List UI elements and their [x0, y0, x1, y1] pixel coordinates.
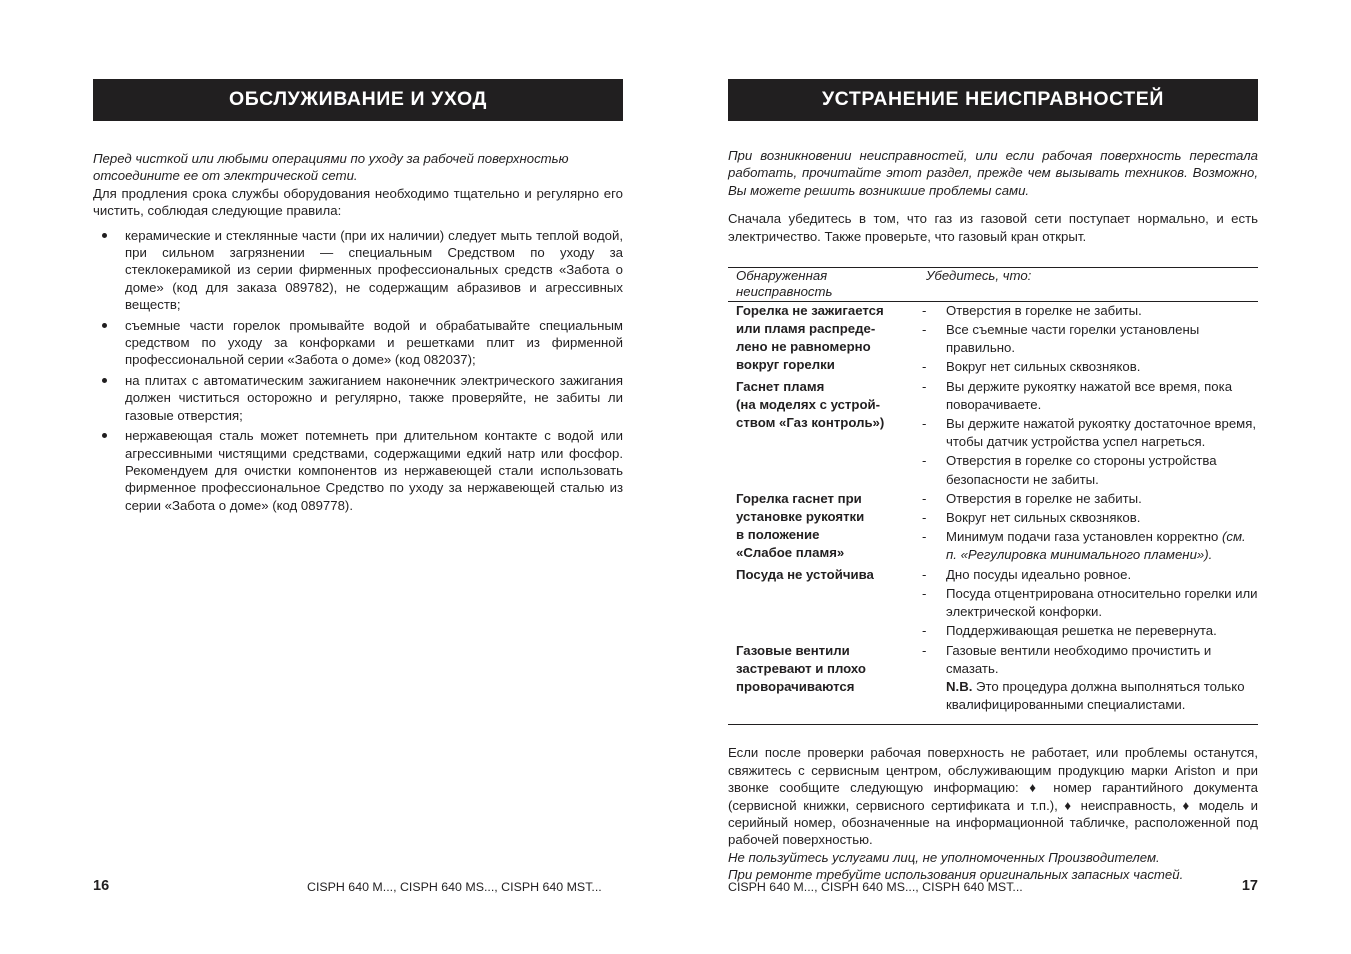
table-header-check-label: Убедитесь, что:	[926, 268, 1032, 284]
list-item	[93, 317, 623, 369]
page-number-left: 16	[93, 878, 110, 894]
problem-line: Горелка не зажигается	[736, 302, 884, 318]
check-item	[920, 528, 1258, 564]
table-cell-checks	[920, 378, 1258, 490]
maintenance-intro-block	[93, 150, 623, 220]
dash-marker: -	[922, 378, 927, 394]
table-cell-problem	[728, 642, 920, 725]
dash-marker: -	[922, 642, 927, 658]
closing-paragraph: Если после проверки рабочая поверхность не работает, или проблемы останутся, свяжитесь с сервисным центром, обслуживающим продукцию марки Ariston и при звонке сообщите следующую информацию: ♦ номер гарантийного документа (сервисной книжки, сервисного сертификата и т.п.), ♦ неисправность, ♦ модель и серийный номер, обозначенные на информационной табличке, расположенной под рабочей поверхностью.	[728, 745, 1258, 848]
nb-text: Это процедура должна выполняться только квалифицированными специалистами.	[946, 678, 1245, 713]
table-row	[728, 378, 1258, 490]
check-item	[920, 642, 1258, 715]
list-item	[93, 372, 623, 424]
dash-marker: -	[922, 453, 927, 469]
maintenance-bullet-list	[93, 227, 623, 515]
table-cell-problem	[728, 378, 920, 490]
check-item	[920, 452, 1258, 488]
problem-line: ством «Газ контроль»)	[736, 415, 885, 431]
dash-marker: -	[922, 416, 927, 432]
maintenance-section-title: ОБСЛУЖИВАНИЕ И УХОД	[229, 88, 487, 110]
troubleshooting-section-banner	[728, 79, 1258, 121]
nb-label: N.B.	[946, 678, 973, 694]
check-item	[920, 490, 1258, 508]
closing-italic-line2: При ремонте требуйте использования оригинальных запасных частей.	[728, 867, 1184, 883]
check-text	[946, 642, 1258, 715]
left-page	[93, 0, 623, 954]
check-text: Посуда отцентрирована относительно горелки или электрической конфорки.	[946, 585, 1258, 620]
table-row	[728, 490, 1258, 566]
check-text-reference: (см. п. «Регулировка минимального пламени»).	[946, 529, 1246, 563]
check-item	[920, 415, 1258, 451]
bullet-dot-icon	[102, 378, 107, 383]
problem-line: Горелка гаснет при	[736, 490, 862, 506]
problem-line: «Слабое пламя»	[736, 545, 845, 561]
check-text: Дно посуды идеально ровное.	[946, 566, 1132, 582]
table-header-problem-line1: Обнаруженная	[736, 268, 828, 284]
troubleshooting-intro-block	[728, 147, 1258, 245]
check-text	[946, 528, 1258, 564]
dash-marker: -	[922, 322, 927, 338]
dash-marker: -	[922, 490, 927, 506]
list-item-text: съемные части горелок промывайте водой и обрабатывайте специальным средством по уходу за конфорками и решетками плит из фирменной профессиональной серии «Забота о доме» (код 082037);	[125, 317, 623, 368]
check-text: Вокруг нет сильных сквозняков.	[946, 510, 1141, 526]
check-text: Вокруг нет сильных сквозняков.	[946, 359, 1141, 375]
problem-line: проворачиваются	[736, 678, 855, 694]
table-cell-problem	[728, 301, 920, 377]
table-row	[728, 301, 1258, 377]
list-item-text: нержавеющая сталь может потемнеть при длительном контакте с водой или агрессивными чистящими средствами, содержащими едкий натр или фосфор. Рекомендуем для очистки компонентов из нержавеющей стали использовать фирменное профессиональное Средство по уходу за нержавеющей сталью из серии «Забота о доме» (код 089778).	[125, 428, 623, 513]
troubleshooting-section-title: УСТРАНЕНИЕ НЕИСПРАВНОСТЕЙ	[821, 88, 1165, 110]
troubleshooting-intro-plain: Сначала убедитесь в том, что газ из газовой сети поступает нормально, и есть электричество. Также проверьте, что газовый кран открыт.	[728, 211, 1258, 244]
table-cell-problem	[728, 566, 920, 642]
check-text: Вы держите нажатой рукоятку достаточное время, чтобы датчик устройства успел нагреться.	[946, 416, 1257, 450]
right-page	[728, 0, 1258, 954]
check-text: Все съемные части горелки установлены правильно.	[946, 322, 1200, 356]
table-cell-checks	[920, 642, 1258, 725]
problem-line: в положение	[736, 527, 820, 543]
check-item	[920, 509, 1258, 527]
table-cell-checks	[920, 566, 1258, 642]
check-text: Отверстия в горелке со стороны устройства безопасности не забиты.	[946, 453, 1217, 487]
problem-line: вокруг горелки	[736, 357, 835, 373]
maintenance-section-banner	[93, 79, 623, 121]
list-item-text: на плитах с автоматическим зажиганием наконечник электрического зажигания должен чиститься осторожно и регулярно, также проверяйте, не забиты ли газовые отверстия;	[125, 372, 623, 423]
troubleshooting-table	[728, 267, 1258, 725]
bullet-dot-icon	[102, 433, 107, 438]
right-page-footer	[728, 879, 1258, 897]
list-item	[93, 227, 623, 314]
table-header-problem-line2: неисправность	[736, 284, 833, 300]
check-item	[920, 321, 1258, 357]
maintenance-intro-italic-line1: Перед чисткой или любыми операциями по уходу за рабочей поверхностью	[93, 151, 569, 166]
table-cell-checks	[920, 490, 1258, 566]
problem-line: Гаснет пламя	[736, 378, 825, 394]
check-text: Вы держите рукоятку нажатой все время, пока поворачиваете.	[946, 378, 1233, 412]
maintenance-intro-plain: Для продления срока службы оборудования необходимо тщательно и регулярно его чистить, соблюдая следующие правила:	[93, 185, 623, 219]
table-row	[728, 566, 1258, 642]
closing-italic-line1: Не пользуйтесь услугами лиц, не уполномоченных Производителем.	[728, 849, 1160, 865]
table-row	[728, 642, 1258, 725]
check-item	[920, 585, 1258, 621]
page-number-right: 17	[1241, 878, 1258, 894]
problem-line: Газовые вентили	[736, 642, 850, 658]
dash-marker: -	[922, 566, 927, 582]
check-text: Поддерживающая решетка не перевернута.	[946, 623, 1217, 639]
check-item	[920, 302, 1258, 320]
problem-line: (на моделях с устрой-	[736, 396, 880, 412]
bullet-dot-icon	[102, 233, 107, 238]
check-text: Отверстия в горелке не забиты.	[946, 490, 1142, 506]
check-text: Отверстия в горелке не забиты.	[946, 302, 1142, 318]
check-item	[920, 358, 1258, 376]
table-header-check	[920, 268, 1258, 302]
model-line-right: CISPH 640 M..., CISPH 640 MS..., CISPH 640 MST...	[728, 880, 1023, 894]
left-page-footer	[93, 879, 623, 897]
list-item-text: керамические и стеклянные части (при их наличии) следует мыть теплой водой, при сильном загрязнении — специальным Средством по уходу за стеклокерамикой из серии фирменных профессиональных средств «Забота о доме» (код для заказа 089782), не содержащим абразивов и агрессивных веществ;	[125, 227, 623, 313]
dash-marker: -	[922, 302, 927, 318]
problem-line: лено не равномерно	[736, 339, 871, 355]
problem-line: или пламя распреде-	[736, 321, 876, 337]
dash-marker: -	[922, 510, 927, 526]
check-text-main: Минимум подачи газа установлен корректно	[946, 529, 1223, 545]
table-header-problem	[728, 268, 920, 302]
problem-line: Посуда не устойчива	[736, 566, 874, 582]
dash-marker: -	[922, 529, 927, 545]
check-item	[920, 378, 1258, 414]
dash-marker: -	[922, 585, 927, 601]
maintenance-intro-italic-line2: отсоедините ее от электрической сети.	[93, 168, 358, 184]
closing-block	[728, 744, 1258, 883]
dash-marker: -	[922, 623, 927, 639]
problem-line: застревают и плохо	[736, 660, 866, 676]
model-line-left: CISPH 640 M..., CISPH 640 MS..., CISPH 640 MST...	[307, 880, 602, 894]
table-header-row	[728, 268, 1258, 302]
check-text-main: Газовые вентили необходимо прочистить и смазать.	[946, 642, 1212, 676]
table-cell-problem	[728, 490, 920, 566]
table-cell-checks	[920, 301, 1258, 377]
list-item	[93, 427, 623, 514]
problem-line: установке рукоятки	[736, 509, 865, 525]
dash-marker: -	[922, 359, 927, 375]
troubleshooting-intro-italic: При возникновении неисправностей, или если рабочая поверхность перестала работать, прочитайте этот раздел, прежде чем вызывать техников. Возможно, Вы можете решить возникшие проблемы сами.	[728, 148, 1258, 198]
check-item	[920, 566, 1258, 584]
check-item	[920, 622, 1258, 640]
bullet-dot-icon	[102, 323, 107, 328]
